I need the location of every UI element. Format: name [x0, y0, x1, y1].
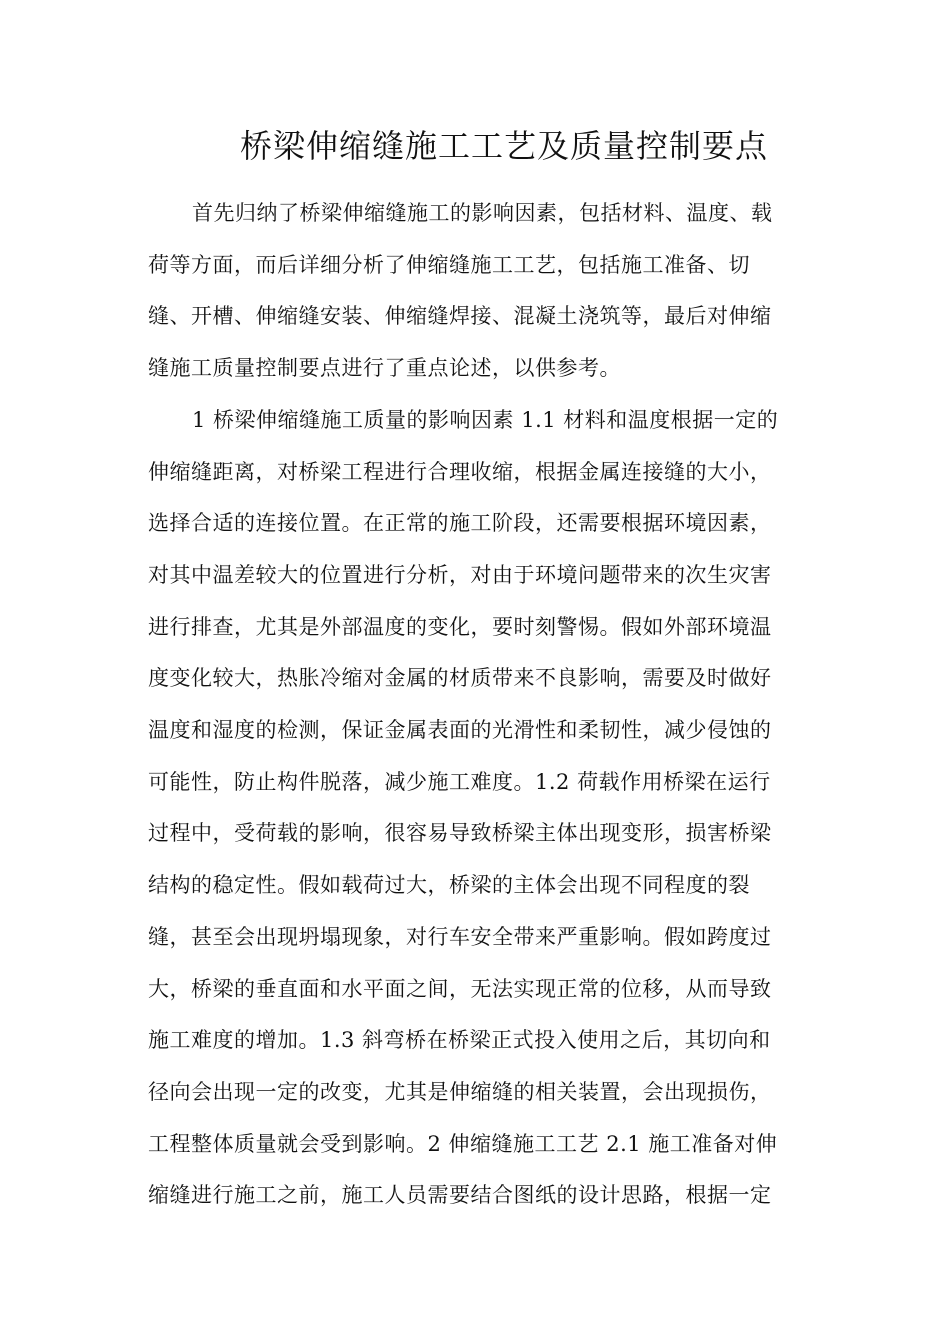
paragraph-2-line: 大，桥梁的垂直面和水平面之间，无法实现正常的位移，从而导致 — [148, 976, 772, 1001]
document-title: 桥梁伸缩缝施工工艺及质量控制要点 — [240, 127, 769, 165]
paragraph-1-line: 荷等方面，而后详细分析了伸缩缝施工工艺，包括施工准备、切 — [148, 252, 750, 277]
paragraph-2-line: 可能性，防止构件脱落，减少施工难度。1.2 荷载作用桥梁在运行 — [148, 769, 771, 794]
paragraph-2-line: 进行排查，尤其是外部温度的变化，要时刻警惕。假如外部环境温 — [148, 614, 772, 639]
paragraph-2-line: 工程整体质量就会受到影响。2 伸缩缝施工工艺 2.1 施工准备对伸 — [148, 1131, 778, 1156]
paragraph-2-line: 1 桥梁伸缩缝施工质量的影响因素 1.1 材料和温度根据一定的 — [192, 407, 779, 432]
paragraph-2-line: 结构的稳定性。假如载荷过大，桥梁的主体会出现不同程度的裂 — [148, 873, 750, 898]
paragraph-2-line: 缝，甚至会出现坍塌现象，对行车安全带来严重影响。假如跨度过 — [148, 924, 772, 949]
paragraph-2-line: 选择合适的连接位置。在正常的施工阶段，还需要根据环境因素， — [148, 511, 772, 536]
paragraph-2-line: 温度和湿度的检测，保证金属表面的光滑性和柔韧性，减少侵蚀的 — [148, 718, 772, 742]
paragraph-1-line: 缝、开槽、伸缩缝安装、伸缩缝焊接、混凝土浇筑等，最后对伸缩 — [148, 304, 772, 329]
paragraph-2-line: 径向会出现一定的改变，尤其是伸缩缝的相关装置，会出现损伤， — [148, 1079, 772, 1104]
paragraph-1-line: 缝施工质量控制要点进行了重点论述，以供参考。 — [148, 356, 621, 381]
paragraph-2-line: 缩缝进行施工之前，施工人员需要结合图纸的设计思路，根据一定 — [148, 1183, 772, 1208]
paragraph-2-line: 过程中，受荷载的影响，很容易导致桥梁主体出现变形，损害桥梁 — [148, 821, 772, 846]
paragraph-2-line: 对其中温差较大的位置进行分析，对由于环境问题带来的次生灾害 — [148, 562, 772, 587]
paragraph-2-line: 伸缩缝距离，对桥梁工程进行合理收缩，根据金属连接缝的大小， — [148, 459, 772, 484]
paragraph-1-line: 首先归纳了桥梁伸缩缝施工的影响因素，包括材料、温度、载 — [192, 201, 773, 225]
paragraph-2-line: 施工难度的增加。1.3 斜弯桥在桥梁正式投入使用之后，其切向和 — [148, 1028, 771, 1053]
paragraph-2-line: 度变化较大，热胀冷缩对金属的材质带来不良影响，需要及时做好 — [148, 666, 772, 691]
